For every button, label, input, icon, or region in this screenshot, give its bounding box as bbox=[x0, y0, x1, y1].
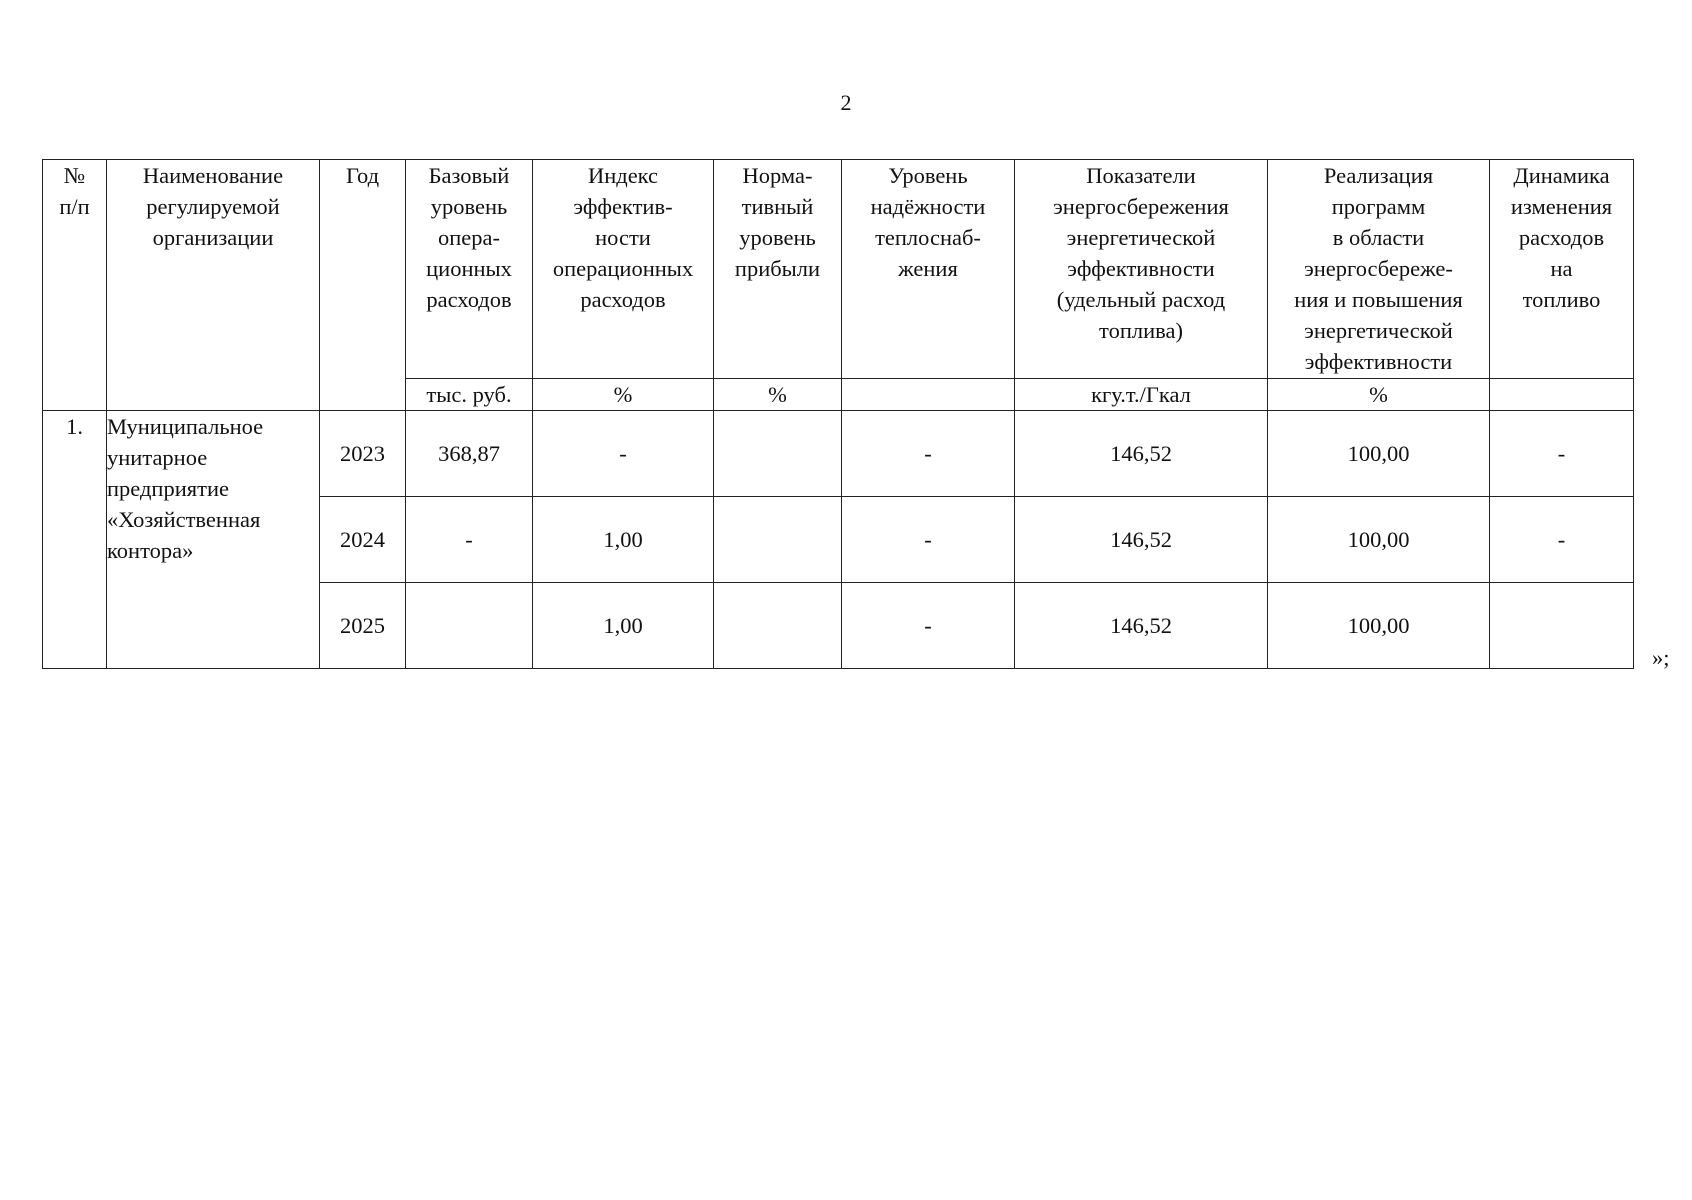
cell-energy-saving-programs: 100,00 bbox=[1268, 583, 1490, 669]
row-number: 1. bbox=[43, 411, 107, 669]
cell-base-opex: - bbox=[406, 497, 533, 583]
cell-base-opex: 368,87 bbox=[406, 411, 533, 497]
unit-base-opex: тыс. руб. bbox=[406, 379, 533, 411]
header-reliability: Уровень надёжности теплоснаб- жения bbox=[842, 160, 1015, 379]
header-year: Год bbox=[320, 160, 406, 411]
header-row bbox=[43, 160, 1634, 379]
cell-profit-level bbox=[714, 411, 842, 497]
header-organization: Наименование регулируемой организации bbox=[107, 160, 320, 411]
unit-energy-saving-programs: % bbox=[1268, 379, 1490, 411]
unit-efficiency-index: % bbox=[533, 379, 714, 411]
cell-profit-level bbox=[714, 497, 842, 583]
header-fuel-cost-dynamics: Динамика изменения расходов на топливо bbox=[1490, 160, 1634, 379]
cell-fuel-cost-dynamics: - bbox=[1490, 497, 1634, 583]
unit-reliability bbox=[842, 379, 1015, 411]
unit-profit-level: % bbox=[714, 379, 842, 411]
cell-base-opex bbox=[406, 583, 533, 669]
cell-fuel-cost-dynamics: - bbox=[1490, 411, 1634, 497]
header-energy-saving-programs: Реализация программ в области энергосбереже- ния и повышения энергетической эффективности bbox=[1268, 160, 1490, 379]
cell-year: 2023 bbox=[320, 411, 406, 497]
cell-efficiency-index: - bbox=[533, 411, 714, 497]
closing-quote-mark: »; bbox=[1652, 645, 1670, 670]
cell-reliability: - bbox=[842, 583, 1015, 669]
cell-fuel-cost-dynamics bbox=[1490, 583, 1634, 669]
cell-profit-level bbox=[714, 583, 842, 669]
cell-energy-saving-indicators: 146,52 bbox=[1015, 583, 1268, 669]
header-efficiency-index: Индекс эффектив- ности операционных расходов bbox=[533, 160, 714, 379]
cell-energy-saving-programs: 100,00 bbox=[1268, 497, 1490, 583]
organization-name: Муниципальное унитарное предприятие «Хозяйственная контора» bbox=[107, 411, 320, 669]
header-energy-saving-indicators: Показатели энергосбережения энергетической эффективности (удельный расход топлива) bbox=[1015, 160, 1268, 379]
cell-year: 2025 bbox=[320, 583, 406, 669]
cell-efficiency-index: 1,00 bbox=[533, 583, 714, 669]
tariff-parameters-table bbox=[42, 159, 1634, 669]
cell-reliability: - bbox=[842, 411, 1015, 497]
unit-energy-saving-indicators: кгу.т./Гкал bbox=[1015, 379, 1268, 411]
cell-energy-saving-indicators: 146,52 bbox=[1015, 497, 1268, 583]
header-base-opex: Базовый уровень опера- ционных расходов bbox=[406, 160, 533, 379]
cell-year: 2024 bbox=[320, 497, 406, 583]
header-profit-level: Норма- тивный уровень прибыли bbox=[714, 160, 842, 379]
cell-energy-saving-indicators: 146,52 bbox=[1015, 411, 1268, 497]
cell-efficiency-index: 1,00 bbox=[533, 497, 714, 583]
header-row-number: № п/п bbox=[43, 160, 107, 411]
page-number: 2 bbox=[840, 90, 852, 115]
unit-fuel-cost-dynamics bbox=[1490, 379, 1634, 411]
cell-reliability: - bbox=[842, 497, 1015, 583]
table-row bbox=[43, 411, 1634, 497]
cell-energy-saving-programs: 100,00 bbox=[1268, 411, 1490, 497]
